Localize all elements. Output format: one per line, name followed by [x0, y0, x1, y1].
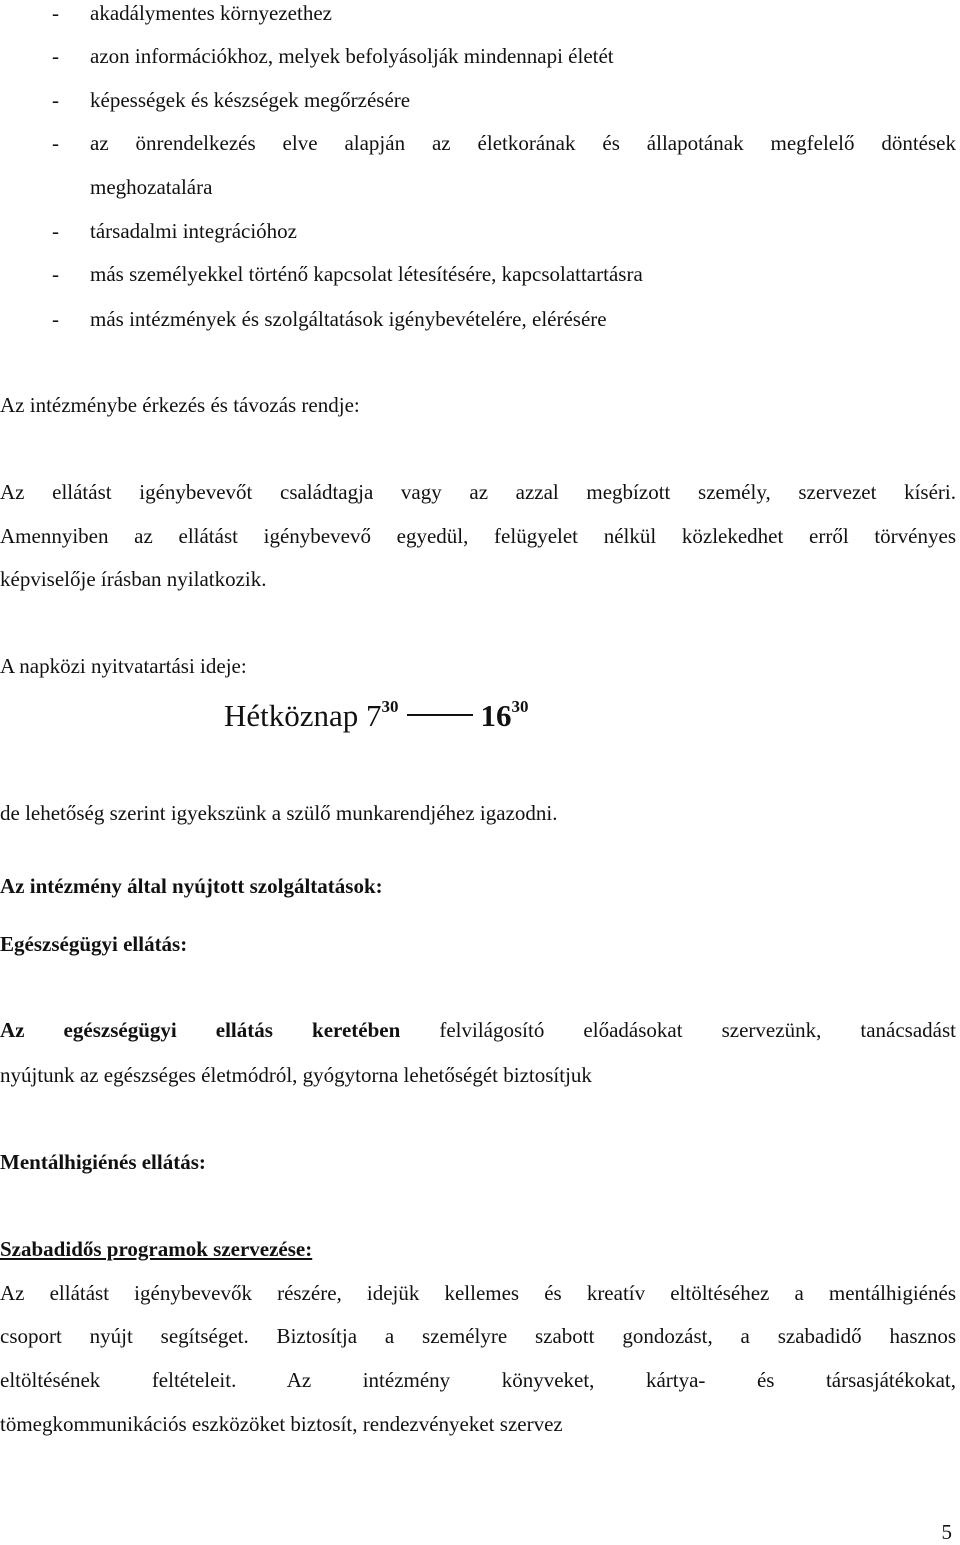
hours-dash: [407, 714, 473, 716]
list-item: azon információkhoz, melyek befolyásolják mindennapi életét: [90, 44, 614, 68]
leisure-heading: Szabadidős programok szervezése:: [0, 1237, 313, 1261]
health-line-rest: felvilágosító előadásokat szervezünk, tanácsadást: [439, 1018, 957, 1042]
hours-start-minutes: 30: [381, 697, 399, 716]
paragraph-line: tömegkommunikációs eszközöket biztosít, rendezvényeket szervez: [0, 1412, 563, 1436]
list-bullet: -: [52, 44, 59, 68]
hours-end-minutes: 30: [511, 697, 529, 716]
list-bullet: -: [52, 131, 59, 155]
page-number: 5: [941, 1520, 952, 1544]
hours-label: Hétköznap 7: [224, 698, 382, 733]
paragraph-line: Az ellátást igénybevevők részére, idejük kellemes és kreatív eltöltéséhez a mentálhigiénés: [0, 1281, 956, 1305]
list-item: más személyekkel történő kapcsolat létesítésére, kapcsolattartásra: [90, 262, 643, 286]
services-heading: Az intézmény által nyújtott szolgáltatások:: [0, 874, 383, 898]
list-item: az önrendelkezés elve alapján az életkorának és állapotának megfelelő döntések: [90, 131, 956, 155]
list-bullet: -: [52, 88, 59, 112]
health-bold-intro: Az egészségügyi ellátás keretében: [0, 1018, 401, 1042]
list-item: akadálymentes környezethez: [90, 1, 332, 25]
list-item: más intézmények és szolgáltatások igénybevételére, elérésére: [90, 307, 607, 331]
mental-heading: Mentálhigiénés ellátás:: [0, 1150, 206, 1174]
paragraph-line: Amennyiben az ellátást igénybevevő egyedül, felügyelet nélkül közlekedhet erről törvényes: [0, 524, 956, 548]
list-item: képességek és készségek megőrzésére: [90, 88, 411, 112]
opening-hours: [224, 696, 529, 736]
paragraph-line: eltöltésének feltételeit. Az intézmény könyveket, kártya- és társasjátékokat,: [0, 1368, 956, 1392]
list-bullet: -: [52, 307, 59, 331]
hours-note: de lehetőség szerint igyekszünk a szülő munkarendjéhez igazodni.: [0, 801, 558, 825]
hours-end: 16: [480, 698, 512, 733]
health-paragraph-line: [0, 1017, 956, 1043]
health-paragraph-line: nyújtunk az egészséges életmódról, gyógytorna lehetőségét biztosítjuk: [0, 1063, 592, 1087]
list-item-continuation: meghozatalára: [90, 175, 213, 199]
paragraph-line: képviselője írásban nyilatkozik.: [0, 567, 267, 591]
opening-heading: A napközi nyitvatartási ideje:: [0, 654, 247, 678]
arrival-heading: Az intézménybe érkezés és távozás rendje:: [0, 393, 360, 417]
paragraph-line: csoport nyújt segítséget. Biztosítja a személyre szabott gondozást, a szabadidő hasznos: [0, 1324, 956, 1348]
list-bullet: -: [52, 219, 59, 243]
paragraph-line: Az ellátást igénybevevőt családtagja vagy az azzal megbízott személy, szervezet kíséri.: [0, 480, 956, 504]
list-item: társadalmi integrációhoz: [90, 219, 297, 243]
list-bullet: -: [52, 1, 59, 25]
list-bullet: -: [52, 262, 59, 286]
health-heading: Egészségügyi ellátás:: [0, 932, 188, 956]
